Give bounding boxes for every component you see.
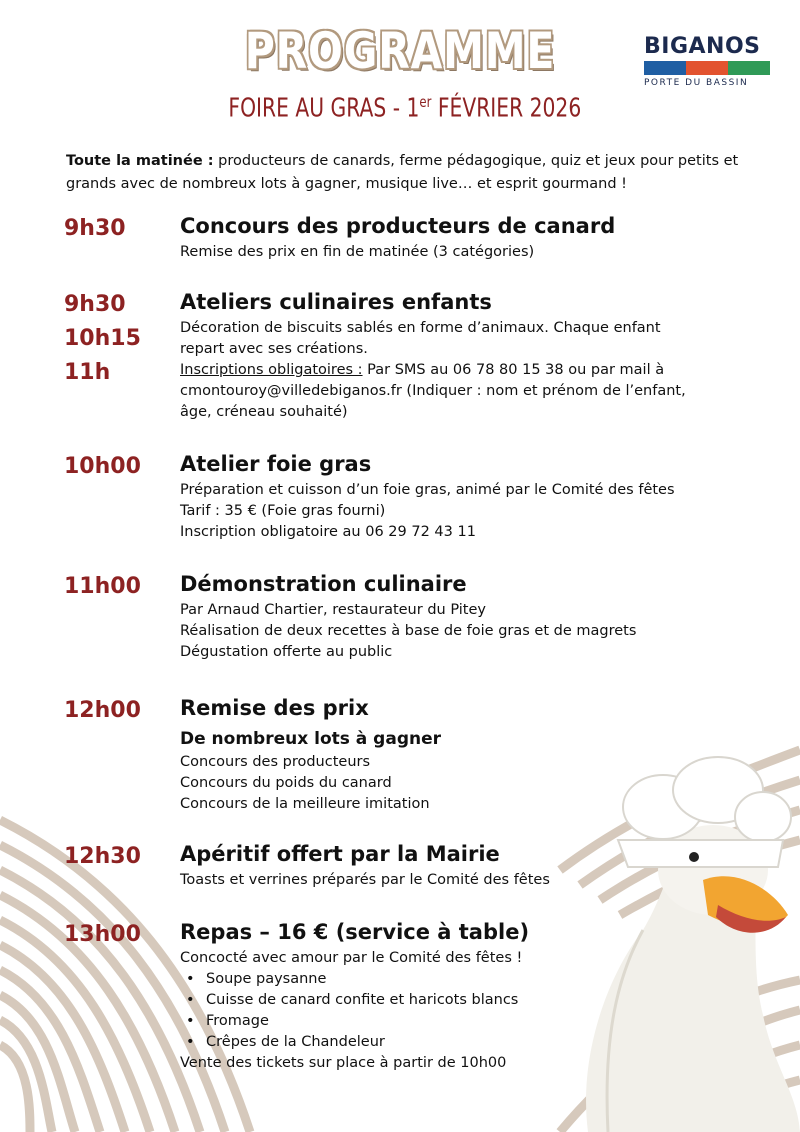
logo-tagline: PORTE DU BASSIN bbox=[644, 78, 749, 88]
event-line: Concours du poids du canard bbox=[180, 775, 392, 791]
signup-text: Par SMS au 06 78 80 15 38 ou par mail à bbox=[362, 362, 665, 378]
event-title: Ateliers culinaires enfants bbox=[180, 290, 492, 314]
event-line: Réalisation de deux recettes à base de foie gras et de magrets bbox=[180, 623, 637, 639]
event-line: Concours des producteurs bbox=[180, 754, 371, 770]
event-title: Concours des producteurs de canard bbox=[180, 214, 616, 238]
menu-item: • Fromage bbox=[206, 1011, 740, 1032]
event-time: 13h00 bbox=[64, 922, 141, 947]
event-time: 9h30 bbox=[64, 216, 126, 241]
event-time-slot: 11h bbox=[64, 360, 111, 385]
event-line: Par Arnaud Chartier, restaurateur du Pitey bbox=[180, 602, 486, 618]
event-time: 12h00 bbox=[64, 698, 141, 723]
menu-item: • Cuisse de canard confite et haricots blancs bbox=[206, 990, 740, 1011]
ticket-info: Vente des tickets sur place à partir de 10h00 bbox=[180, 1055, 507, 1071]
event-line: Tarif : 35 € (Foie gras fourni) bbox=[180, 503, 386, 519]
event-line: Concours de la meilleure imitation bbox=[180, 796, 430, 812]
event-time-slot: 10h15 bbox=[64, 326, 141, 351]
event-title: Démonstration culinaire bbox=[180, 572, 467, 596]
event-subheading: De nombreux lots à gagner bbox=[180, 729, 442, 749]
event-title: Apéritif offert par la Mairie bbox=[180, 842, 500, 866]
event-line: Inscription obligatoire au 06 29 72 43 11 bbox=[180, 524, 476, 540]
event-title: Remise des prix bbox=[180, 696, 369, 720]
subtitle-prefix: FOIRE AU GRAS - 1 bbox=[228, 93, 420, 124]
intro-paragraph bbox=[66, 150, 756, 196]
event-line: Décoration de biscuits sablés en forme d’animaux. Chaque enfant bbox=[180, 320, 661, 336]
subtitle-suffix: FÉVRIER 2026 bbox=[431, 93, 582, 124]
event-line: Dégustation offerte au public bbox=[180, 644, 393, 660]
menu-list bbox=[180, 969, 740, 1053]
logo-name: BIGANOS bbox=[644, 34, 761, 59]
event-line: Toasts et verrines préparés par le Comité des fêtes bbox=[180, 872, 550, 888]
event-line: repart avec ses créations. bbox=[180, 341, 368, 357]
event-time bbox=[64, 288, 164, 390]
event-time: 12h30 bbox=[64, 844, 141, 869]
event-time: 11h00 bbox=[64, 574, 141, 599]
intro-text: producteurs de canards, ferme pédagogique, quiz et jeux pour petits et grands avec de nombreux lots à gagner, musique live… et esprit gourmand ! bbox=[66, 153, 739, 192]
event-line: Préparation et cuisson d’un foie gras, animé par le Comité des fêtes bbox=[180, 482, 675, 498]
event-title: Atelier foie gras bbox=[180, 452, 372, 476]
subtitle-sup: er bbox=[419, 93, 432, 111]
signup-label: Inscriptions obligatoires : bbox=[180, 362, 363, 378]
event-time-slot: 9h30 bbox=[64, 292, 126, 317]
signup-line bbox=[180, 360, 740, 381]
intro-label: Toute la matinée : bbox=[66, 153, 214, 169]
event-line: Concocté avec amour par le Comité des fêtes ! bbox=[180, 950, 523, 966]
biganos-logo bbox=[644, 34, 770, 88]
event-line: Remise des prix en fin de matinée (3 catégories) bbox=[180, 244, 535, 260]
logo-color-band bbox=[644, 61, 770, 75]
event-line: cmontouroy@villedebiganos.fr (Indiquer : nom et prénom de l’enfant, bbox=[180, 383, 686, 399]
event-time: 10h00 bbox=[64, 454, 141, 479]
menu-item: • Crêpes de la Chandeleur bbox=[206, 1032, 740, 1053]
menu-item: • Soupe paysanne bbox=[206, 969, 740, 990]
event-line: âge, créneau souhaité) bbox=[180, 404, 348, 420]
page-subtitle bbox=[228, 93, 582, 124]
page-title: PROGRAMME bbox=[244, 22, 556, 80]
event-title: Repas – 16 € (service à table) bbox=[180, 920, 530, 944]
